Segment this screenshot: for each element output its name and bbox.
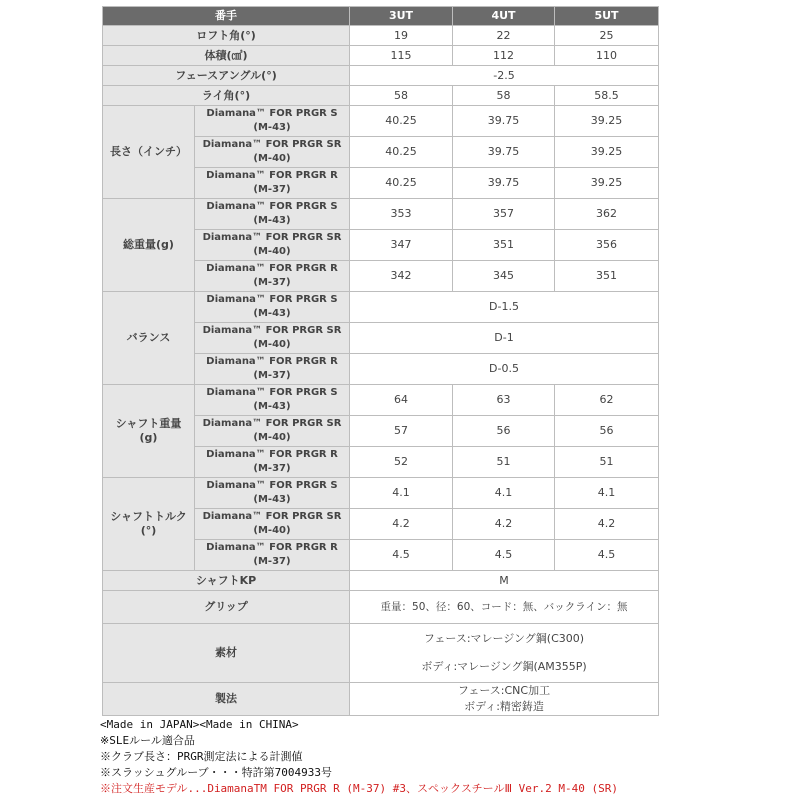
kp-label: シャフトKP [103,571,350,591]
shaft-weight-value: 62 [555,385,659,416]
shaft-label: Diamana™ FOR PRGR R (M-37) [195,168,350,199]
spec-table [102,6,659,716]
material-value: フェース:マレージング鋼(C300) ボディ:マレージング鋼(AM355P) [350,624,659,683]
weight-value: 342 [350,261,453,292]
length-value: 39.25 [555,137,659,168]
material-row [103,624,659,683]
grip-value: 重量：50、径：60、コード：無、バックライン：無 [350,591,659,624]
shaft-label: Diamana™ FOR PRGR SR (M-40) [195,323,350,354]
shaft-torque-value: 4.1 [350,478,453,509]
weight-value: 353 [350,199,453,230]
length-value: 39.25 [555,106,659,137]
shaft-weight-value: 56 [453,416,555,447]
volume-label: 体積(㎤) [103,46,350,66]
loft-label: ロフト角(°) [103,26,350,46]
manufacture-label: 製法 [103,683,350,716]
shaft-weight-value: 51 [555,447,659,478]
lie-value: 58 [350,86,453,106]
shaft-torque-value: 4.1 [453,478,555,509]
balance-row [103,292,659,323]
shaft-label: Diamana™ FOR PRGR SR (M-40) [195,416,350,447]
shaft-label: Diamana™ FOR PRGR S (M-43) [195,199,350,230]
shaft-torque-row [103,478,659,509]
loft-row [103,26,659,46]
loft-value: 19 [350,26,453,46]
shaft-weight-row [103,385,659,416]
length-value: 40.25 [350,168,453,199]
shaft-label: Diamana™ FOR PRGR SR (M-40) [195,137,350,168]
weight-value: 351 [453,230,555,261]
shaft-label: Diamana™ FOR PRGR R (M-37) [195,261,350,292]
volume-row [103,46,659,66]
weight-label: 総重量(g) [103,199,195,292]
loft-value: 25 [555,26,659,46]
note-line: ※SLEルール適合品 [100,734,195,747]
shaft-torque-value: 4.5 [555,540,659,571]
shaft-label: Diamana™ FOR PRGR SR (M-40) [195,230,350,261]
volume-value: 115 [350,46,453,66]
face-angle-label: フェースアングル(°) [103,66,350,86]
shaft-label: Diamana™ FOR PRGR S (M-43) [195,106,350,137]
header-model-4ut: 4UT [453,7,555,26]
length-label: 長さ（インチ） [103,106,195,199]
length-value: 39.75 [453,168,555,199]
length-value: 40.25 [350,137,453,168]
length-row [103,106,659,137]
shaft-label: Diamana™ FOR PRGR S (M-43) [195,385,350,416]
shaft-label: Diamana™ FOR PRGR R (M-37) [195,447,350,478]
shaft-torque-value: 4.1 [555,478,659,509]
balance-value: D-1 [350,323,659,354]
shaft-torque-label: シャフトトルク (°) [103,478,195,571]
length-value: 39.75 [453,106,555,137]
shaft-weight-value: 52 [350,447,453,478]
weight-value: 347 [350,230,453,261]
note-line: ※クラブ長さ：PRGR測定法による計測値 [100,750,303,763]
grip-row [103,591,659,624]
shaft-weight-value: 56 [555,416,659,447]
header-model-5ut: 5UT [555,7,659,26]
shaft-weight-value: 51 [453,447,555,478]
note-line: ※スラッシュグルーブ・・・特許第7004933号 [100,766,333,779]
lie-row [103,86,659,106]
weight-value: 357 [453,199,555,230]
header-row [103,7,659,26]
lie-label: ライ角(°) [103,86,350,106]
shaft-weight-value: 57 [350,416,453,447]
lie-value: 58 [453,86,555,106]
shaft-torque-value: 4.5 [453,540,555,571]
balance-label: バランス [103,292,195,385]
weight-row [103,199,659,230]
manufacture-row [103,683,659,716]
face-angle-row [103,66,659,86]
shaft-torque-value: 4.5 [350,540,453,571]
length-value: 40.25 [350,106,453,137]
shaft-torque-value: 4.2 [350,509,453,540]
shaft-label: Diamana™ FOR PRGR R (M-37) [195,540,350,571]
face-angle-value: -2.5 [350,66,659,86]
weight-value: 356 [555,230,659,261]
shaft-label: Diamana™ FOR PRGR R (M-37) [195,354,350,385]
shaft-torque-value: 4.2 [555,509,659,540]
weight-value: 351 [555,261,659,292]
shaft-weight-label: シャフト重量 (g) [103,385,195,478]
manufacture-value: フェース:CNC加工 ボディ:精密鋳造 [350,683,659,716]
length-value: 39.25 [555,168,659,199]
lie-value: 58.5 [555,86,659,106]
grip-label: グリップ [103,591,350,624]
shaft-torque-value: 4.2 [453,509,555,540]
kp-value: M [350,571,659,591]
shaft-label: Diamana™ FOR PRGR SR (M-40) [195,509,350,540]
header-model-3ut: 3UT [350,7,453,26]
header-label: 番手 [103,7,350,26]
volume-value: 112 [453,46,555,66]
balance-value: D-0.5 [350,354,659,385]
note-order-model: ※注文生産モデル...DiamanaTM FOR PRGR R (M-37) #3、スペックスチールⅢ Ver.2 M-40 (SR) [100,782,618,795]
shaft-label: Diamana™ FOR PRGR S (M-43) [195,478,350,509]
weight-value: 362 [555,199,659,230]
weight-value: 345 [453,261,555,292]
volume-value: 110 [555,46,659,66]
note-line: <Made in JAPAN><Made in CHINA> [100,718,299,731]
material-label: 素材 [103,624,350,683]
shaft-weight-value: 64 [350,385,453,416]
balance-value: D-1.5 [350,292,659,323]
shaft-weight-value: 63 [453,385,555,416]
loft-value: 22 [453,26,555,46]
length-value: 39.75 [453,137,555,168]
notes [100,717,618,797]
kp-row [103,571,659,591]
shaft-label: Diamana™ FOR PRGR S (M-43) [195,292,350,323]
